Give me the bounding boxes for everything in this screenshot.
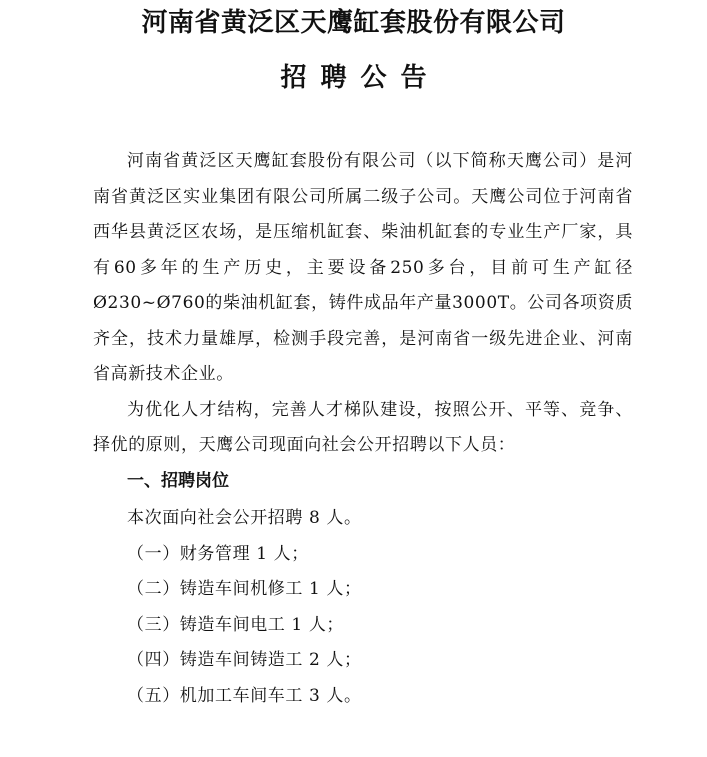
document-body xyxy=(93,144,633,714)
company-title: 河南省黄泛区天鹰缸套股份有限公司 xyxy=(141,8,566,38)
position-item: （三）铸造车间电工 1 人； xyxy=(127,614,345,635)
section-heading-positions: 一、招聘岗位 xyxy=(127,470,229,491)
purpose-paragraph: 为优化人才结构，完善人才梯队建设，按照公开、平等、竞争、择优的原则，天鹰公司现面向社会公开招聘以下人员： xyxy=(93,399,633,455)
notice-title: 招聘公告 xyxy=(280,63,441,93)
recruit-total: 本次面向社会公开招聘 8 人。 xyxy=(127,508,362,528)
position-item: （五）机加工车间车工 3 人。 xyxy=(127,685,362,706)
position-item: （四）铸造车间铸造工 2 人； xyxy=(127,650,362,670)
intro-paragraph: 河南省黄泛区天鹰缸套股份有限公司（以下简称天鹰公司）是河南省黄泛区实业集团有限公司所属二级子公司。天鹰公司位于河南省西华县黄泛区农场，是压缩机缸套、柴油机缸套的专业生产厂家，具有60多年的生产历史，主要设备250多台，目前可生产缸径Ø230~Ø760的柴油机缸套，铸件成品年产量3000T。公司各项资质齐全，技术力量雄厚，检测手段完善，是河南省一级先进企业、河南省高新技术企业。 xyxy=(93,151,633,384)
position-item: （一）财务管理 1 人； xyxy=(127,543,309,564)
position-item: （二）铸造车间机修工 1 人； xyxy=(127,579,362,599)
